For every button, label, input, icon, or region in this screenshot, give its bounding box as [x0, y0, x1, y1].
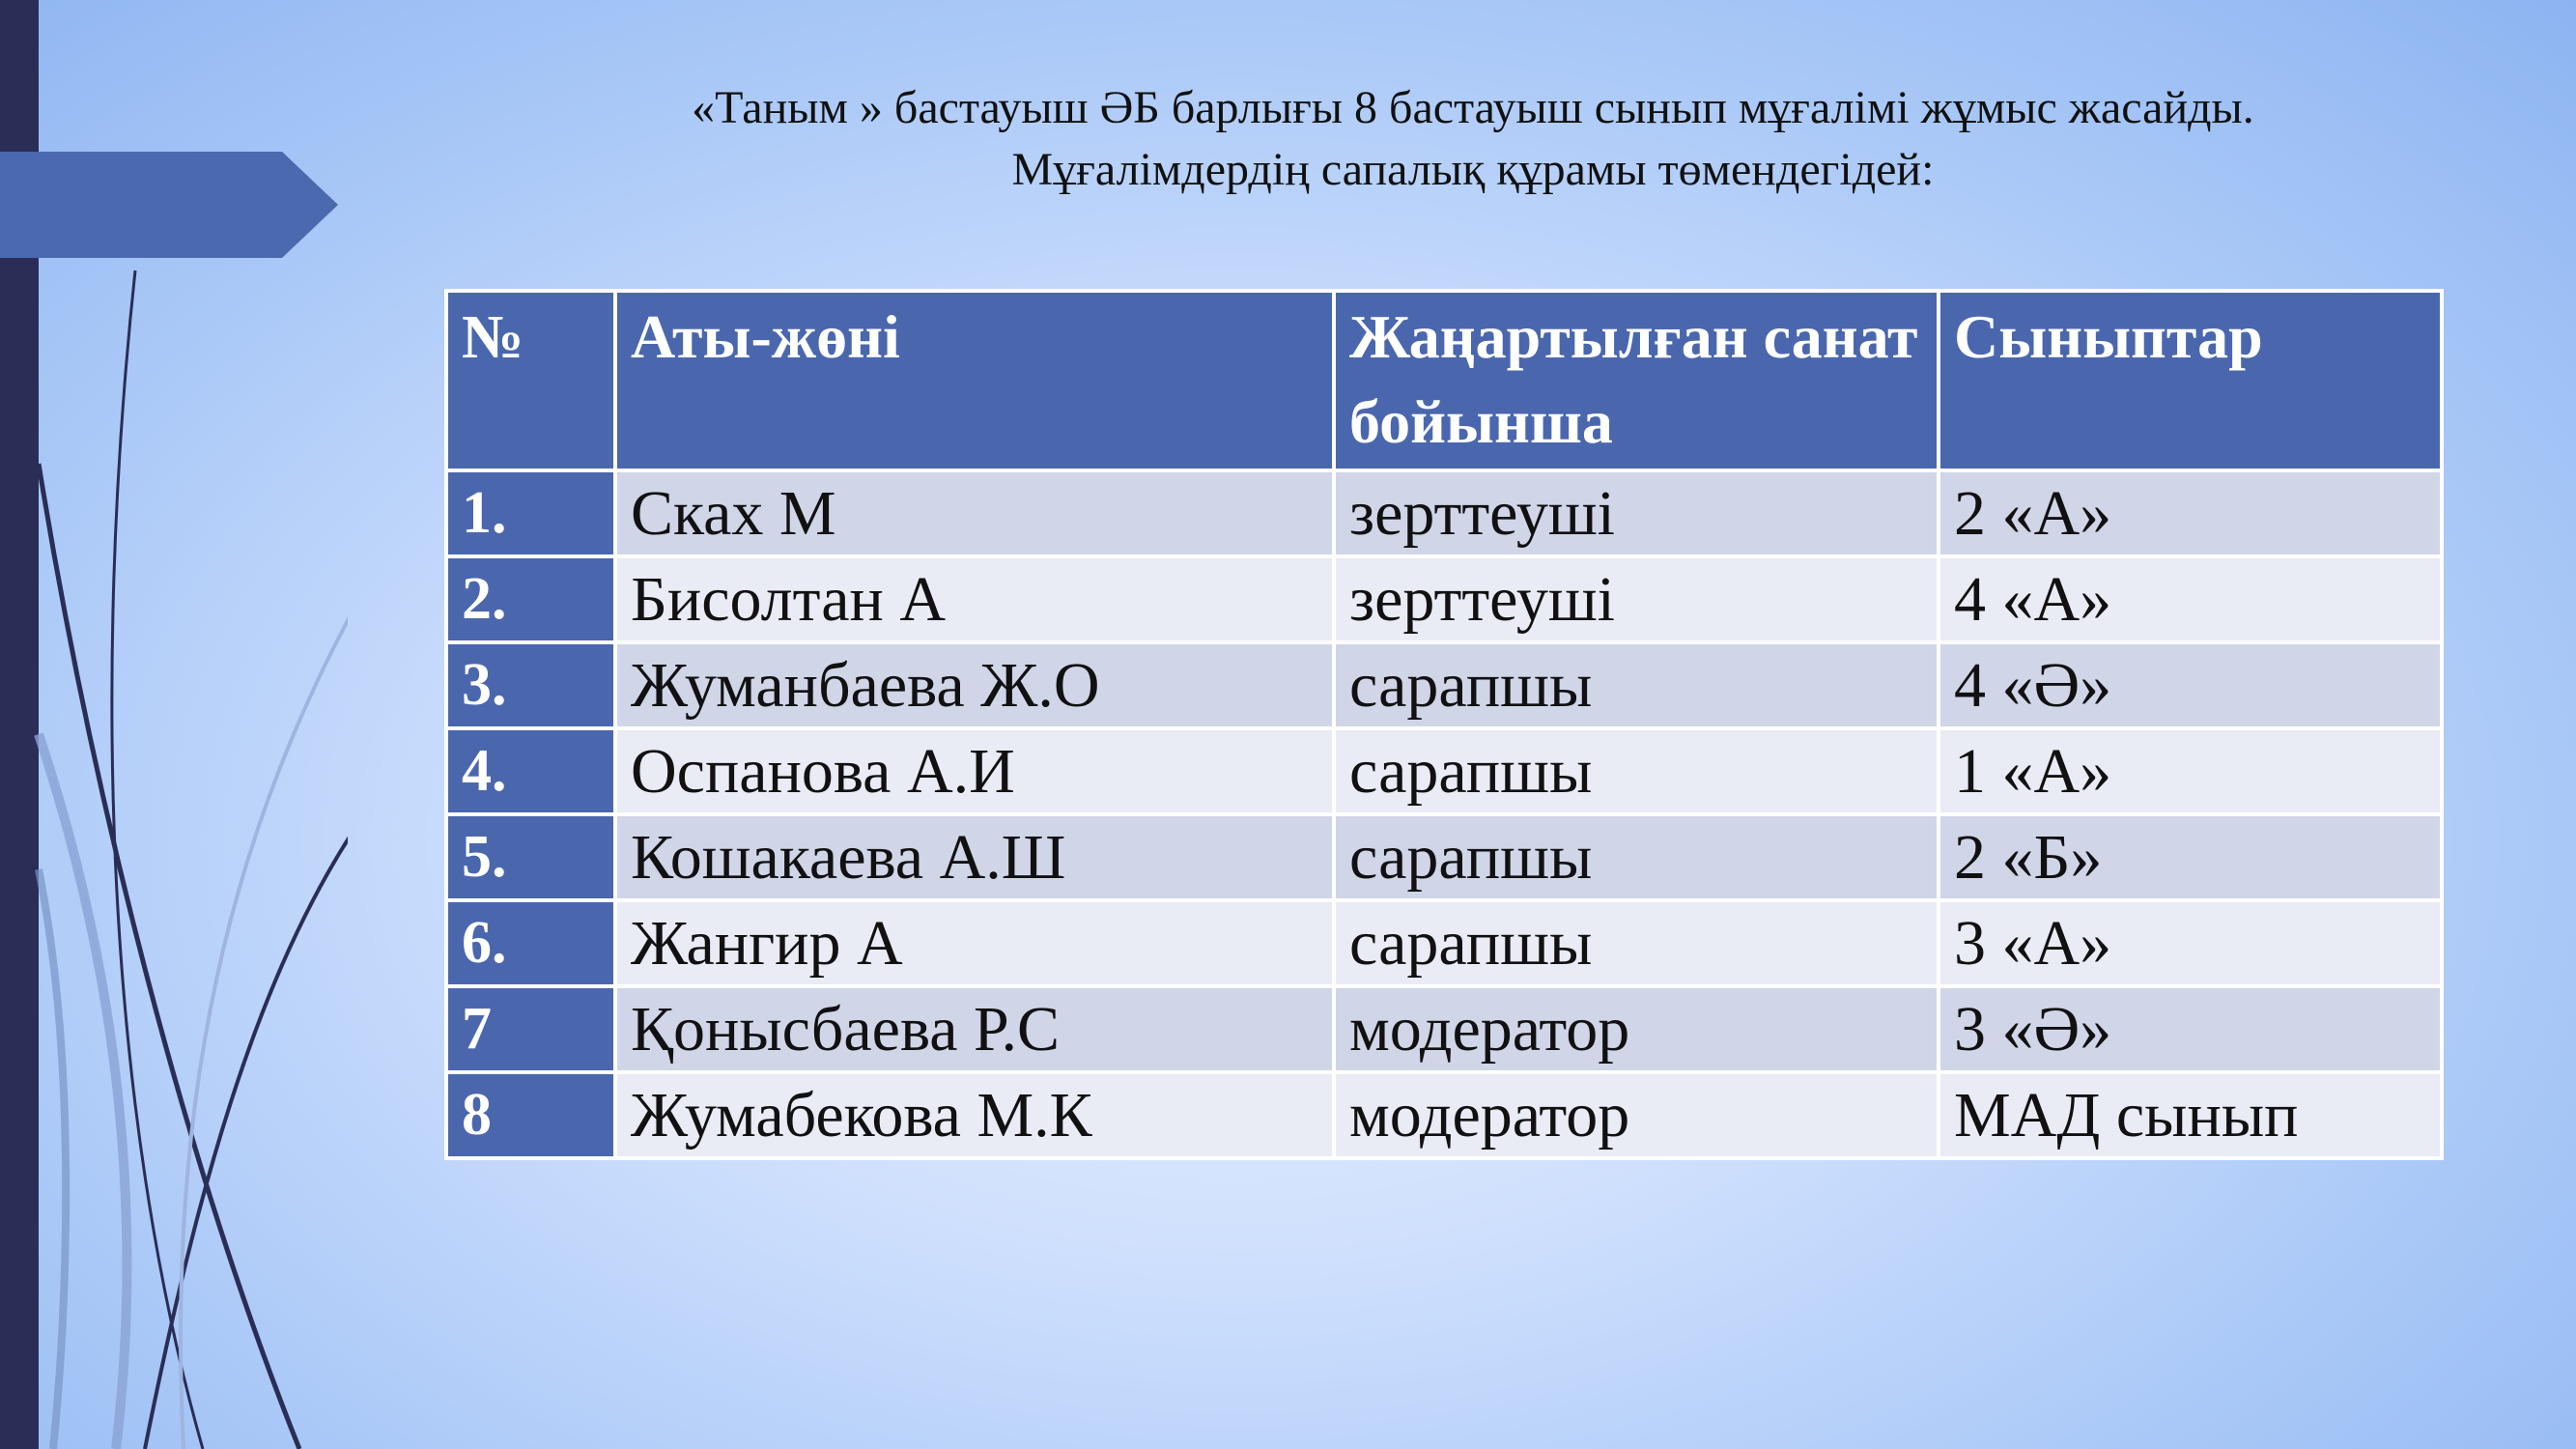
table-row: [446, 814, 2442, 900]
table-header-row: [446, 291, 2442, 470]
teacher-class: 2 «А»: [1939, 470, 2442, 556]
header-classes: Сыныптар: [1939, 291, 2442, 470]
teacher-category: сарапшы: [1334, 900, 1939, 986]
teacher-class: 2 «Б»: [1939, 814, 2442, 900]
title-line-1: «Таным » бастауыш ӘБ барлығы 8 бастауыш сынып мұғалімі жұмыс жасайды.: [692, 82, 2254, 133]
row-number: 4.: [446, 728, 615, 814]
row-number: 7: [446, 986, 615, 1072]
teacher-name: Жангир А: [615, 900, 1334, 986]
header-category: Жаңартылған санат бойынша: [1334, 291, 1939, 470]
header-name: Аты-жөні: [615, 291, 1334, 470]
teacher-category: сарапшы: [1334, 642, 1939, 728]
table-row: [446, 642, 2442, 728]
teacher-class: МАД сынып: [1939, 1072, 2442, 1158]
teacher-class: 4 «А»: [1939, 556, 2442, 642]
teacher-name: Қонысбаева Р.С: [615, 986, 1334, 1072]
teacher-class: 3 «А»: [1939, 900, 2442, 986]
teacher-name: Сках М: [615, 470, 1334, 556]
decorative-swoosh-lines: [0, 0, 348, 1449]
row-number: 1.: [446, 470, 615, 556]
teacher-category: сарапшы: [1334, 814, 1939, 900]
row-number: 3.: [446, 642, 615, 728]
teachers-table: [444, 289, 2444, 1160]
teacher-class: 1 «А»: [1939, 728, 2442, 814]
table-row: [446, 556, 2442, 642]
row-number: 2.: [446, 556, 615, 642]
teacher-category: зерттеуші: [1334, 556, 1939, 642]
table-row: [446, 900, 2442, 986]
teacher-category: сарапшы: [1334, 728, 1939, 814]
table-row: [446, 470, 2442, 556]
teacher-name: Оспанова А.И: [615, 728, 1334, 814]
slide-title: [512, 77, 2434, 201]
teacher-name: Бисолтан А: [615, 556, 1334, 642]
teacher-category: зерттеуші: [1334, 470, 1939, 556]
title-line-2: Мұғалімдердің сапалық құрамы төмендегідей:: [1011, 144, 1935, 195]
table-row: [446, 1072, 2442, 1158]
teacher-category: модератор: [1334, 986, 1939, 1072]
row-number: 5.: [446, 814, 615, 900]
teacher-name: Жумабекова М.К: [615, 1072, 1334, 1158]
teacher-name: Жуманбаева Ж.О: [615, 642, 1334, 728]
teacher-class: 3 «Ә»: [1939, 986, 2442, 1072]
row-number: 8: [446, 1072, 615, 1158]
teacher-class: 4 «Ә»: [1939, 642, 2442, 728]
row-number: 6.: [446, 900, 615, 986]
table-row: [446, 986, 2442, 1072]
table-row: [446, 728, 2442, 814]
teacher-name: Кошакаева А.Ш: [615, 814, 1334, 900]
header-number: №: [446, 291, 615, 470]
teacher-category: модератор: [1334, 1072, 1939, 1158]
